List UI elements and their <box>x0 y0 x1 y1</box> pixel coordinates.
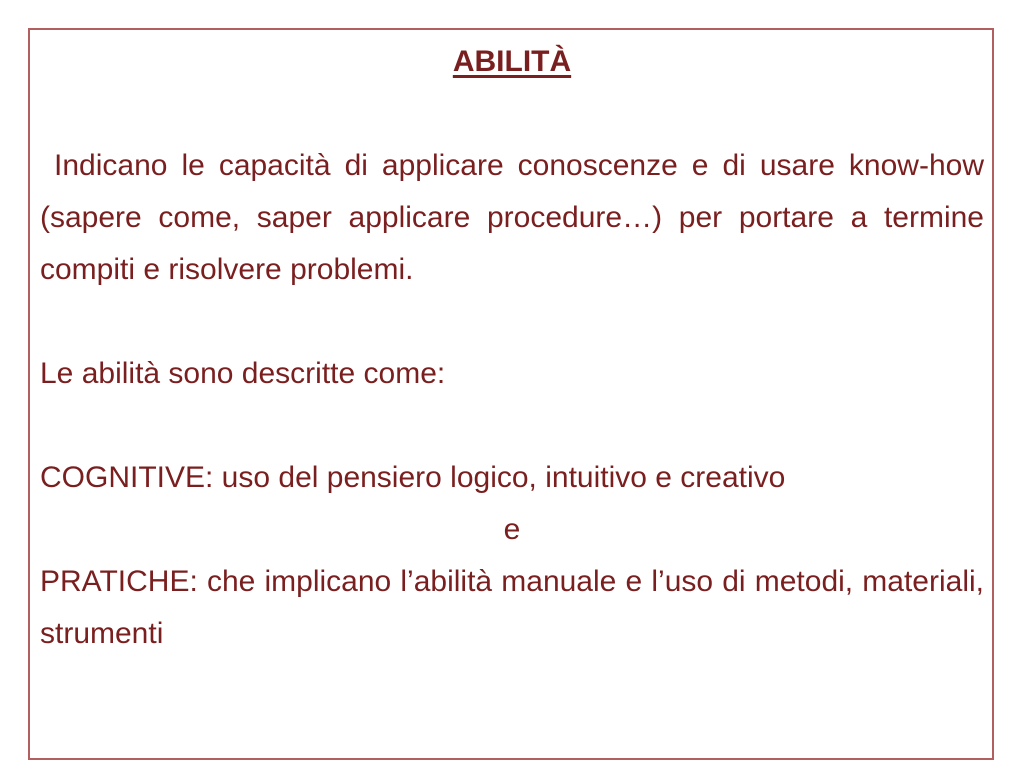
conjunction-line: e <box>503 513 521 546</box>
slide-content <box>40 36 993 660</box>
spacer <box>40 296 984 348</box>
slide-title: ABILITÀ <box>452 45 572 78</box>
spacer <box>40 88 984 140</box>
cognitive-paragraph: COGNITIVE: uso del pensiero logico, intuitivo e creativo <box>40 461 786 494</box>
spacer <box>40 400 984 452</box>
practical-paragraph: PRATICHE: che implicano l’abilità manuale e l’uso di metodi, materiali, strumenti <box>40 565 984 650</box>
intro-paragraph: Indicano le capacità di applicare conoscenze e di usare know-how (sapere come, saper applicare procedure…) per portare a termine compiti e risolvere problemi. <box>40 149 993 286</box>
described-as-line: Le abilità sono descritte come: <box>40 357 446 390</box>
